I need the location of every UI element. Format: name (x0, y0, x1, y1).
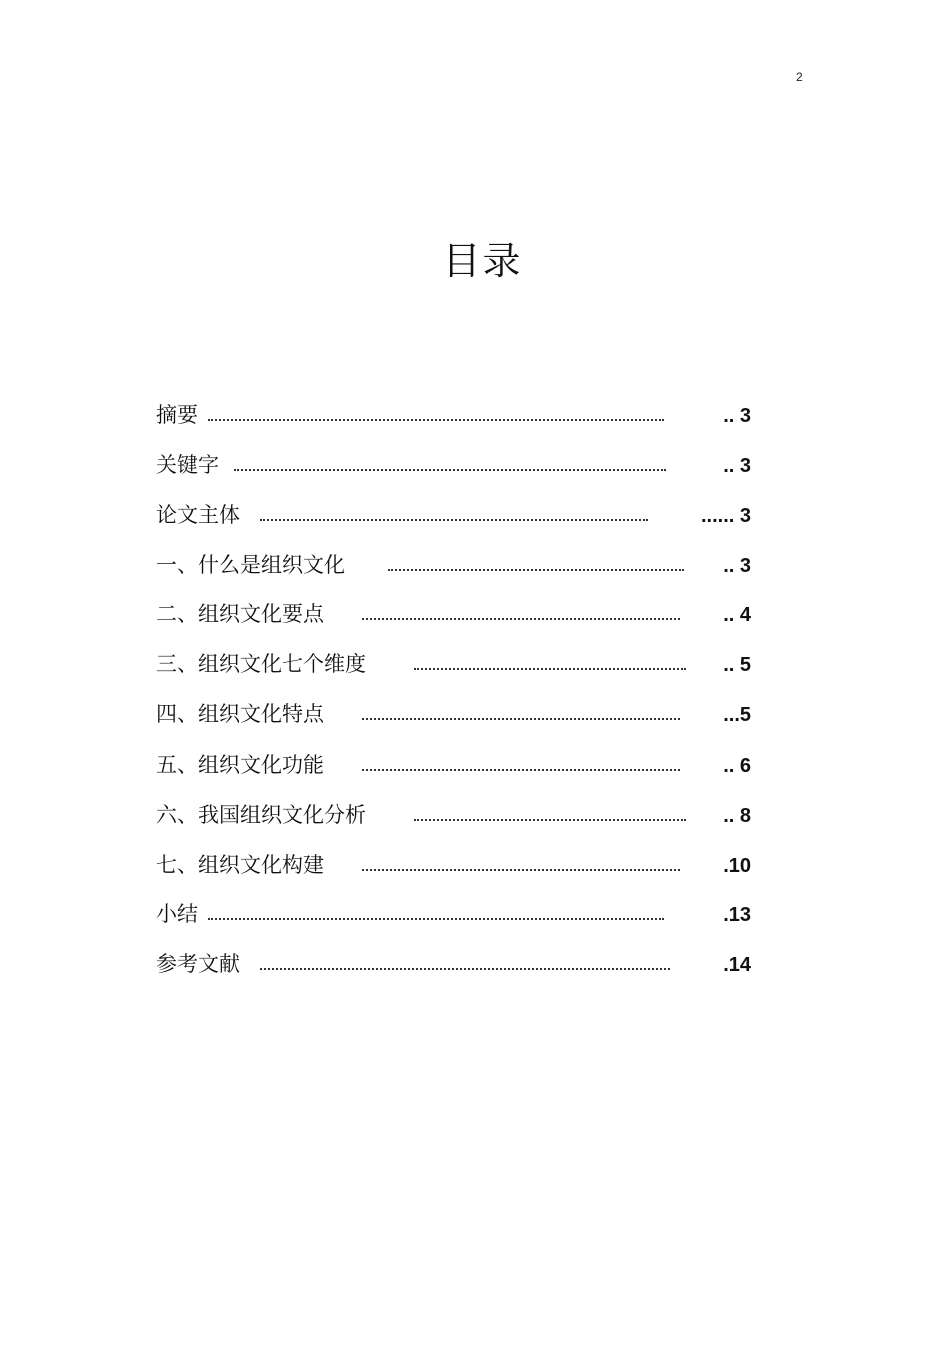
toc-leader-dots (260, 958, 670, 970)
toc-entry-page: .. 5 (723, 654, 751, 676)
toc-entry-page: .. 3 (723, 405, 751, 427)
toc-entry-page: .. 4 (723, 604, 751, 626)
toc-entry-page: .. 3 (723, 555, 751, 577)
toc-entry-section-3[interactable] (156, 649, 751, 679)
toc-entry-label: 摘要 (156, 403, 198, 427)
toc-entry-label: 一、什么是组织文化 (156, 553, 345, 577)
toc-entry-page: .. 6 (723, 755, 751, 777)
toc-entry-section-5[interactable] (156, 750, 751, 780)
page-number: 2 (796, 70, 803, 84)
toc-leader-dots (362, 708, 680, 720)
toc-leader-dots (362, 608, 680, 620)
toc-entry-label: 小结 (156, 902, 198, 926)
page-title: 目录 (442, 239, 523, 283)
toc-entry-section-6[interactable] (156, 800, 751, 830)
toc-entry-summary[interactable] (156, 899, 751, 929)
toc-entry-section-7[interactable] (156, 850, 751, 880)
toc-leader-dots (388, 559, 684, 571)
toc-entry-keywords[interactable] (156, 450, 751, 480)
toc-entry-page: .10 (723, 855, 751, 877)
toc-entry-abstract[interactable] (156, 400, 751, 430)
toc-leader-dots (260, 509, 648, 521)
toc-entry-page: .. 8 (723, 805, 751, 827)
toc-entry-label: 论文主体 (156, 503, 240, 527)
toc-entry-label: 六、我国组织文化分析 (156, 803, 366, 827)
toc-entry-label: 三、组织文化七个维度 (156, 652, 366, 676)
toc-leader-dots (362, 759, 680, 771)
toc-entry-label: 四、组织文化特点 (156, 702, 324, 726)
toc-entry-label: 五、组织文化功能 (156, 753, 324, 777)
toc-entry-page: .13 (723, 904, 751, 926)
toc-entry-label: 七、组织文化构建 (156, 853, 324, 877)
toc-entry-label: 二、组织文化要点 (156, 602, 324, 626)
toc-entry-page: ...5 (723, 704, 751, 726)
toc-entry-label: 关键字 (156, 453, 219, 477)
toc-leader-dots (362, 859, 680, 871)
toc-leader-dots (208, 908, 664, 920)
toc-leader-dots (414, 809, 686, 821)
toc-leader-dots (414, 658, 686, 670)
toc-entry-page: ...... 3 (700, 505, 751, 527)
toc-entry-page: .. 3 (723, 455, 751, 477)
toc-entry-section-2[interactable] (156, 599, 751, 629)
toc-entry-section-1[interactable] (156, 550, 751, 580)
toc-entry-references[interactable] (156, 949, 751, 979)
toc-entry-page: .14 (723, 954, 751, 976)
toc-entry-main-body[interactable] (156, 500, 751, 530)
toc-entry-section-4[interactable] (156, 699, 751, 729)
toc-entry-label: 参考文献 (156, 952, 240, 976)
toc-leader-dots (234, 459, 666, 471)
toc-leader-dots (208, 409, 664, 421)
